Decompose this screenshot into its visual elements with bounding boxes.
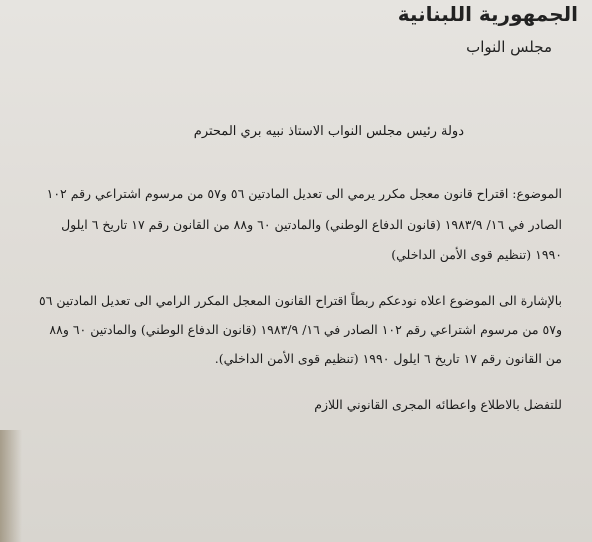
closing-line: للتفضل بالاطلاع واعطائه المجرى القانوني اللازم <box>314 397 562 412</box>
page-edge-shadow <box>0 430 22 542</box>
reference-line-2: و٥٧ من مرسوم اشتراعي رقم ١٠٢ الصادر في ١٦/ ١٩٨٣/٩ (قانون الدفاع الوطني) والمادتين ٦٠ و٨٨ <box>49 322 562 337</box>
subject-line-3: ١٩٩٠ (تنظيم قوى الأمن الداخلي) <box>391 247 562 262</box>
reference-line-1: بالإشارة الى الموضوع اعلاه نودعكم ربطاً اقتراح القانون المعجل المكرر الرامي الى تعديل المادتين ٥٦ <box>39 293 562 308</box>
subject-line-1: الموضوع: اقتراح قانون معجل مكرر يرمي الى تعديل المادتين ٥٦ و٥٧ من مرسوم اشتراعي رقم ١٠٢ <box>46 186 562 201</box>
republic-header: الجمهورية اللبنانية <box>397 2 578 26</box>
reference-line-3: من القانون رقم ١٧ تاريخ ٦ ايلول ١٩٩٠ (تنظيم قوى الأمن الداخلي). <box>214 351 562 366</box>
salutation: دولة رئيس مجلس النواب الاستاذ نبيه بري المحترم <box>193 124 464 139</box>
council-header: مجلس النواب <box>466 38 552 56</box>
subject-line-2: الصادر في ١٦/ ١٩٨٣/٩ (قانون الدفاع الوطني) والمادتين ٦٠ و٨٨ من القانون رقم ١٧ تاريخ ٦ ايلول <box>61 217 562 232</box>
